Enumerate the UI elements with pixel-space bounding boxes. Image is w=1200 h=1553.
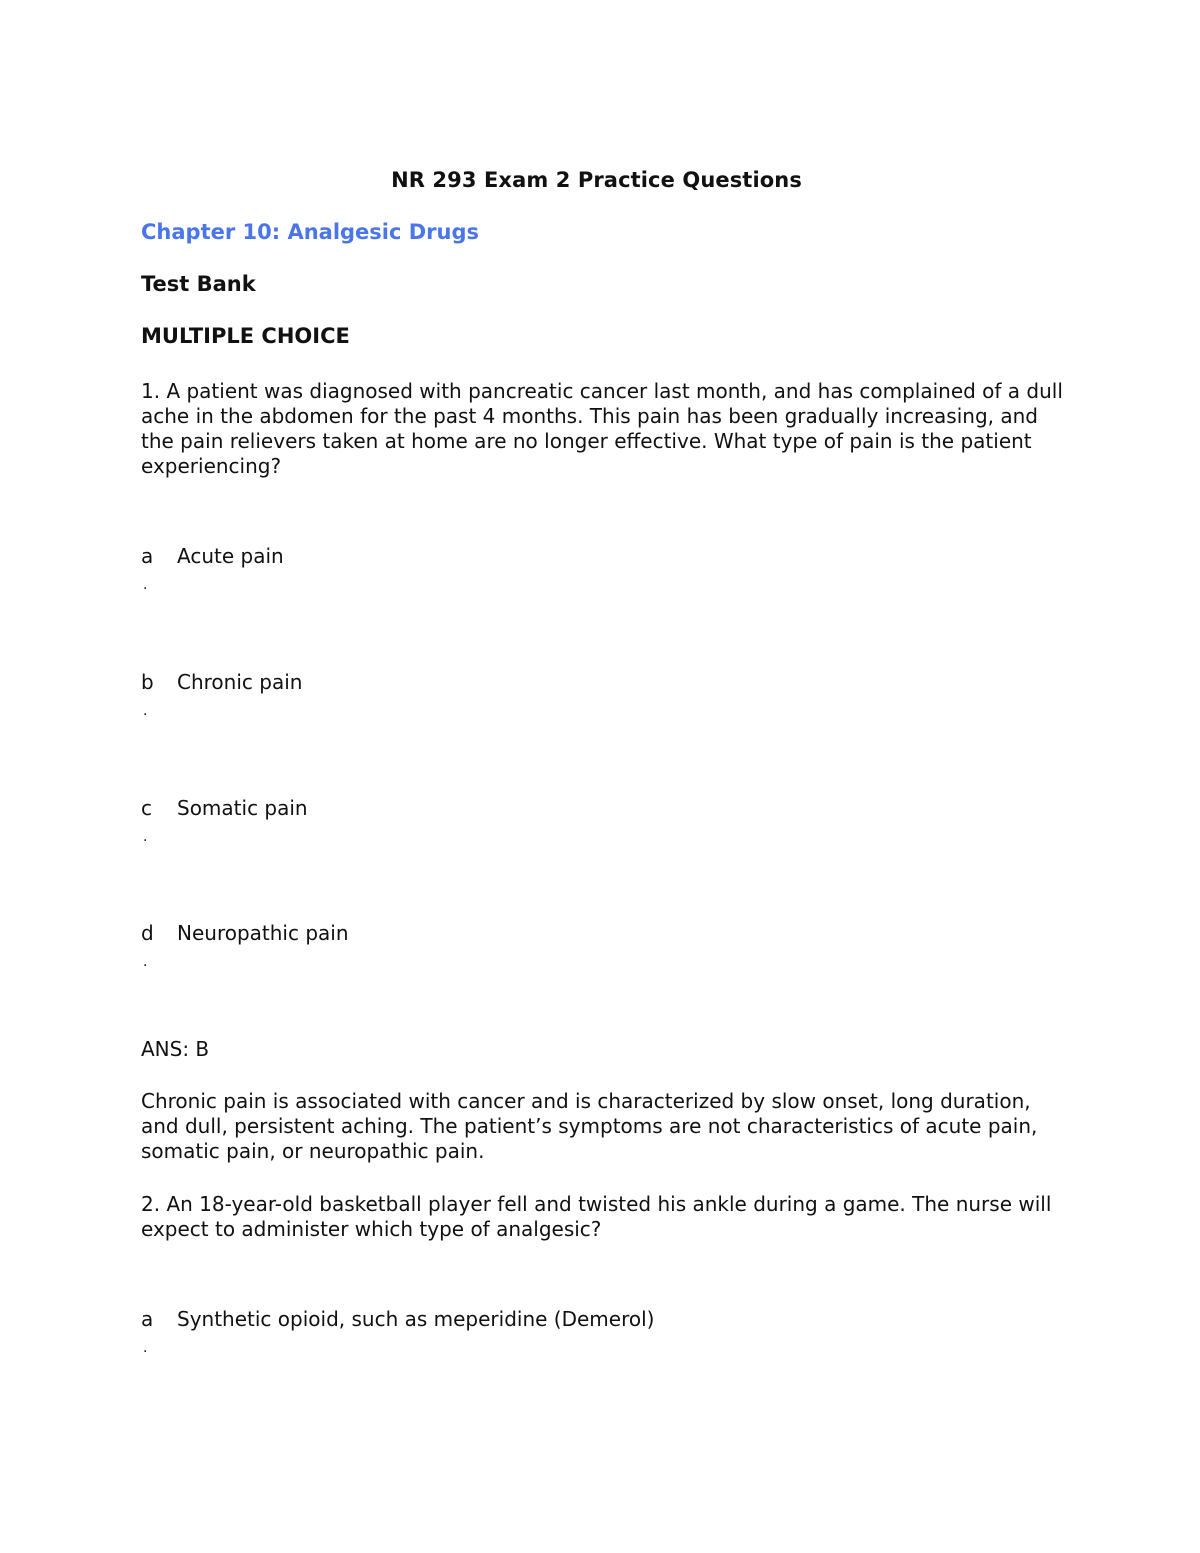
option-text: Somatic pain — [177, 796, 308, 820]
question-1-option-d — [141, 921, 349, 946]
option-text: Acute pain — [177, 544, 284, 568]
question-1-answer: ANS: B — [141, 1037, 210, 1061]
option-letter: b — [141, 670, 154, 694]
option-text: Synthetic opioid, such as meperidine (Demerol) — [177, 1307, 655, 1331]
document-title: NR 293 Exam 2 Practice Questions — [391, 168, 802, 192]
option-text: Chronic pain — [177, 670, 303, 694]
question-1-rationale: Chronic pain is associated with cancer and is characterized by slow onset, long duration, and dull, persistent aching. The patient’s symptoms are not characteristics of acute pain, somatic pain, or neuropathic pain. — [141, 1089, 1038, 1163]
question-1-option-b — [141, 670, 302, 695]
option-letter: c — [141, 796, 152, 820]
question-1-option-a — [141, 544, 284, 569]
option-letter: a — [141, 1307, 154, 1331]
option-text: Neuropathic pain — [177, 921, 349, 945]
chapter-heading: Chapter 10: Analgesic Drugs — [141, 220, 480, 244]
question-2-prompt: 2. An 18-year-old basketball player fell and twisted his ankle during a game. The nurse will expect to administer which type of analgesic? — [141, 1192, 1052, 1241]
option-dot: . — [143, 829, 148, 845]
test-bank-heading: Test Bank — [141, 272, 256, 296]
option-dot: . — [143, 954, 148, 970]
question-1-prompt: 1. A patient was diagnosed with pancreatic cancer last month, and has complained of a dull ache in the abdomen for the past 4 months. This pain has been gradually increasing, and the pain relievers taken at home are no longer effective. What type of pain is the patient experiencing? — [141, 379, 1063, 478]
question-1-option-c — [141, 796, 308, 821]
option-letter: d — [141, 921, 154, 945]
option-dot: . — [143, 703, 148, 719]
question-2-option-a — [141, 1307, 654, 1332]
option-dot: . — [143, 1340, 148, 1356]
option-dot: . — [143, 577, 148, 593]
option-letter: a — [141, 544, 154, 568]
section-heading: MULTIPLE CHOICE — [141, 324, 350, 348]
